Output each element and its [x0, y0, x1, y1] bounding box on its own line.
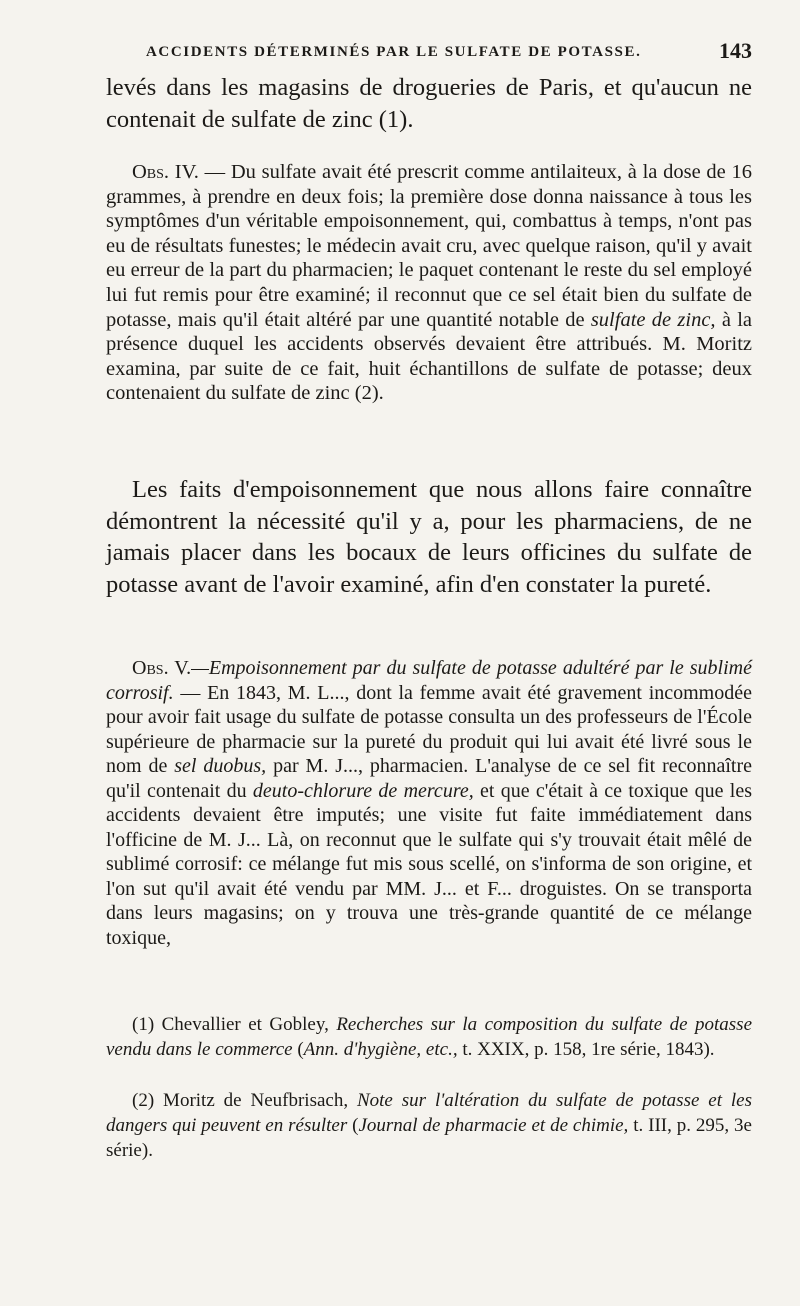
paragraph-text: Les faits d'empoisonnement que nous allons faire connaître démontrent la nécessité qu'il y a, pour les pharmaciens, de ne jamais placer dans les bocaux de leurs officines du sulfate de potasse avant de l'avoir examiné, afin d'en constater la pureté. [106, 476, 752, 598]
footnote-1 [106, 1012, 752, 1062]
running-header [108, 38, 752, 68]
observation-italic-2: deuto-chlorure de mercure, [252, 779, 474, 802]
observation-label: Obs. V. [132, 657, 192, 679]
paragraph-text: levés dans les magasins de drogueries de Paris, et qu'aucun ne contenait de sulfate de zinc (1). [106, 74, 752, 133]
footnote-text: (1) Chevallier et Gobley, [132, 1014, 337, 1035]
running-title: ACCIDENTS DÉTERMINÉS PAR LE SULFATE DE POTASSE. [146, 44, 642, 60]
footnote-text: ( [292, 1039, 304, 1060]
observation-label: Obs. IV. [132, 161, 199, 183]
observation-text-2: à la présence duquel les accidents observés devaient être attribués. M. Moritz examina, par suite de ce fait, huit échantillons de sulfate de potasse; deux contenaient du sulfate de zinc (2). [106, 308, 752, 405]
observation-text-2: par M. J..., pharmacien. L'analyse de ce sel fit reconnaître qu'il contenait du [106, 755, 753, 802]
footnote-text: (2) Moritz de Neufbrisach, [132, 1090, 357, 1111]
observation-italic: sulfate de zinc, [590, 308, 716, 331]
footnote-italic: Journal de pharmacie et de chimie, [358, 1115, 629, 1136]
footnote-2 [106, 1088, 752, 1163]
observation-5 [106, 656, 752, 950]
observation-text-1: — Du sulfate avait été prescrit comme antilaiteux, à la dose de 16 grammes, à prendre en deux fois; la première dose donna naissance à tous les symptômes d'un véritable empoisonnement, qui, combattus à temps, n'ont pas eu de résultats funestes; le médecin avait cru, avec quelque raison, qu'il y avait eu erreur de la part du pharmacien; le paquet contenant le reste du sel employé lui fut remis pour être examiné; il reconnut que ce sel était bien du sulfate de potasse, mais qu'il était altéré par une quantité notable de [106, 161, 752, 331]
footnote-italic: Note sur l'altération du sulfate de potasse et les dangers qui peuvent en résulter [106, 1090, 753, 1136]
observation-title: —Empoisonnement par du sulfate de potasse adultéré par le sublimé corrosif. [106, 657, 752, 704]
paragraph-continued [106, 72, 752, 135]
observation-text-3: et que c'était à ce toxique que les accidents devaient être imputés; une visite fut faite immédiatement dans l'officine de M. J... Là, on reconnut que le sulfate qui s'y trouvait était mêlé de sublimé corrosif: ce mélange fut mis sous scellé, on s'informa de son origine, et l'on sut qu'il avait été vendu par MM. J... et F... droguistes. On se transporta dans leurs magasins; on y trouva une très-grande quantité de ce mélange toxique, [106, 779, 752, 949]
footnote-italic: Recherches sur la composition du sulfate de potasse vendu dans le commerce [106, 1014, 753, 1060]
page-number: 143 [719, 38, 752, 63]
footnote-text: t. III, p. 295, 3e série). [106, 1115, 752, 1161]
footnote-italic: Ann. d'hygiène, etc., [303, 1039, 458, 1060]
footnote-text: t. XXIX, p. 158, 1re série, 1843). [457, 1039, 715, 1060]
observation-italic-1: sel duobus, [174, 755, 267, 777]
paragraph-main [106, 474, 752, 600]
footnote-text: ( [347, 1115, 359, 1136]
observation-text-1: — En 1843, M. L..., dont la femme avait été gravement incommodée pour avoir fait usage du sulfate de potasse consulta un des professeurs de l'École supérieure de pharmacie sur la pureté du produit qui lui avait été livré sous le nom de [106, 681, 752, 777]
observation-4 [106, 160, 752, 406]
